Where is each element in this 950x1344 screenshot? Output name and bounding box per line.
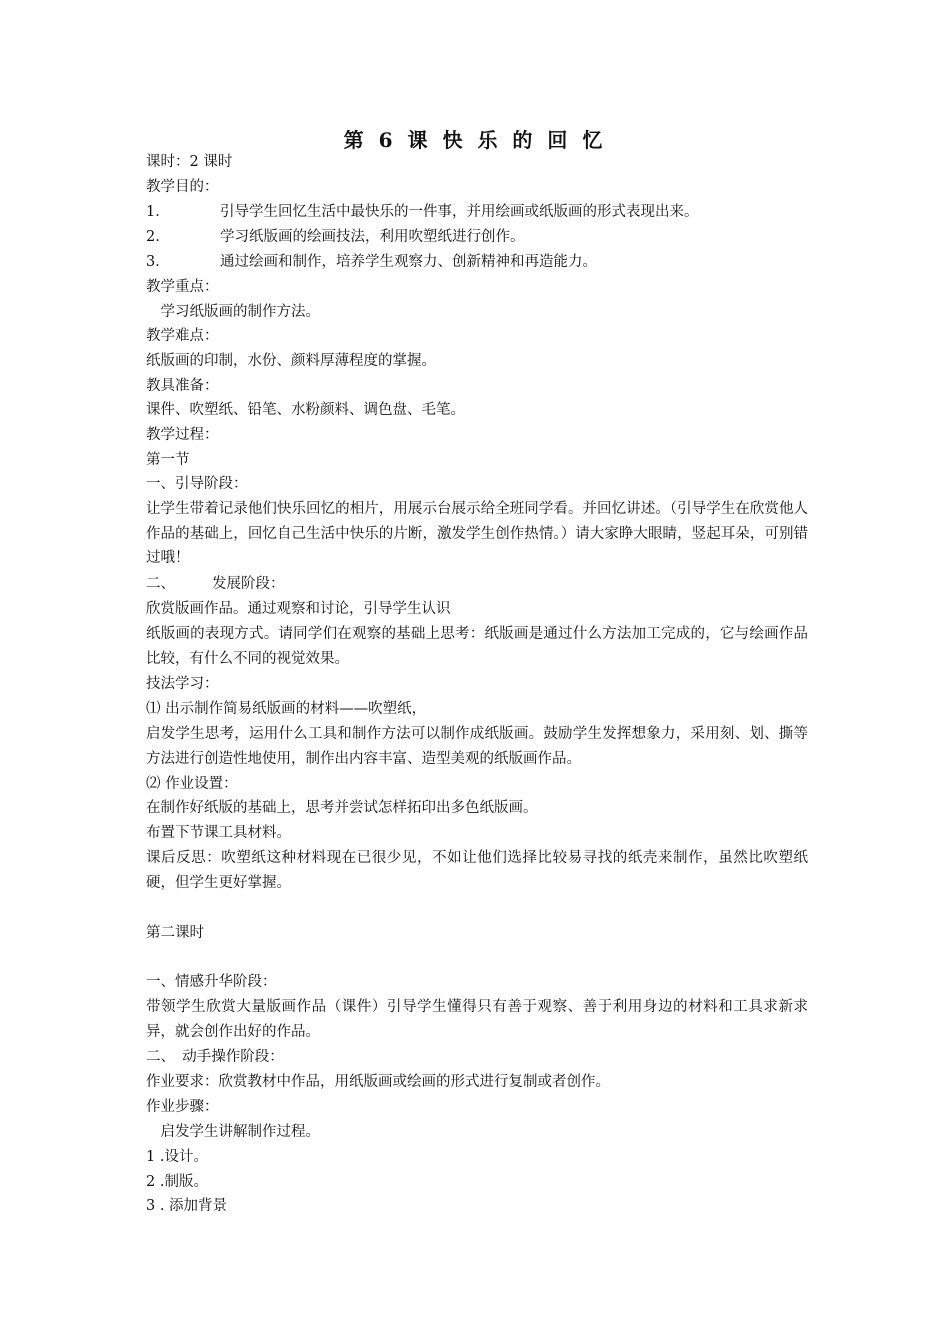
heading-key-points: 教学重点： [146, 279, 219, 295]
list-text: 通过绘画和制作，培养学生观察力、创新精神和再造能力。 [220, 254, 597, 270]
paragraph-emotion: 带领学生欣赏大量版画作品（课件）引导学生懂得只有善于观察、善于利用身边的材料和工具求新求异，就会创作出好的作品。 [146, 999, 808, 1040]
assignment-text: 在制作好纸版的基础上，思考并尝试怎样拓印出多色纸版画。 [146, 800, 538, 816]
heading-objectives: 教学目的： [146, 179, 219, 195]
step-1: 1 .设计。 [146, 1149, 208, 1165]
heading-materials: 教具准备： [146, 378, 219, 394]
homework-requirement: 作业要求：欣赏教材中作品，用纸版画或绘画的形式进行复制或者创作。 [146, 1074, 610, 1090]
technique-heading: 技法学习： [146, 676, 219, 692]
appreciate-text: 欣赏版画作品。通过观察和讨论，引导学生认识 [146, 601, 451, 617]
steps-intro: 启发学生讲解制作过程。 [146, 1124, 320, 1140]
list-text: 发展阶段： [212, 576, 285, 592]
key-point-text: 学习纸版画的制作方法。 [146, 304, 320, 320]
list-text: 学习纸版画的绘画技法，利用吹塑纸进行创作。 [220, 229, 525, 245]
stage-practice-heading: 二、 动手操作阶段： [146, 1049, 284, 1065]
step-2: 2 .制版。 [146, 1174, 208, 1190]
difficulty-text: 纸版画的印制，水份、颜料厚薄程度的掌握。 [146, 353, 436, 369]
stage-emotion-heading: 一、情感升华阶段： [146, 974, 277, 990]
heading-difficulties: 教学难点： [146, 328, 219, 344]
paragraph-reflection: 课后反思：吹塑纸这种材料现在已很少见，不如让他们选择比较易寻找的纸壳来制作，虽然比吹塑纸硬，但学生更好掌握。 [146, 850, 808, 891]
homework-steps-heading: 作业步骤： [146, 1099, 219, 1115]
list-number: 2． [146, 229, 170, 245]
paragraph-guide: 让学生带着记录他们快乐回忆的相片，用展示台展示给全班同学看。并回忆讲述。（引导学生在欣赏他人作品的基础上，回忆自己生活中快乐的片断，激发学生创作热情。）请大家睁大眼睛，竖起耳朵，可别错过哦！ [146, 501, 808, 566]
technique-item-1: ⑴ 出示制作简易纸版画的材料——吹塑纸， [146, 701, 427, 717]
paragraph-technique: 启发学生思考，运用什么工具和制作方法可以制作成纸版画。鼓励学生发挥想象力，采用刻、划、撕等方法进行创造性地使用，制作出内容丰富、造型美观的纸版画作品。 [146, 726, 808, 767]
technique-item-2: ⑵ 作业设置： [146, 776, 238, 792]
list-number: 3． [146, 254, 170, 270]
objective-1 [146, 202, 699, 222]
stage-develop-heading [146, 574, 285, 594]
materials-text: 课件、吹塑纸、铅笔、水粉颜料、调色盘、毛笔。 [146, 402, 465, 418]
section-second: 第二课时 [146, 925, 204, 941]
paragraph-expression: 纸版画的表现方式。请同学们在观察的基础上思考：纸版画是通过什么方法加工完成的，它与绘画作品比较，有什么不同的视觉效果。 [146, 626, 808, 667]
objective-2 [146, 227, 525, 247]
objective-3 [146, 252, 597, 272]
list-number: 1． [146, 204, 170, 220]
step-3: 3 . 添加背景 [146, 1198, 228, 1214]
section-first: 第一节 [146, 452, 190, 468]
next-class-text: 布置下节课工具材料。 [146, 825, 291, 841]
class-hours: 课时：2 课时 [146, 154, 233, 170]
stage-guide-heading: 一、引导阶段： [146, 476, 248, 492]
page-title: 第 6 课 快 乐 的 回 忆 [343, 128, 607, 152]
heading-process: 教学过程： [146, 427, 219, 443]
list-number: 二、 [146, 576, 175, 592]
list-text: 引导学生回忆生活中最快乐的一件事，并用绘画或纸版画的形式表现出来。 [220, 204, 699, 220]
